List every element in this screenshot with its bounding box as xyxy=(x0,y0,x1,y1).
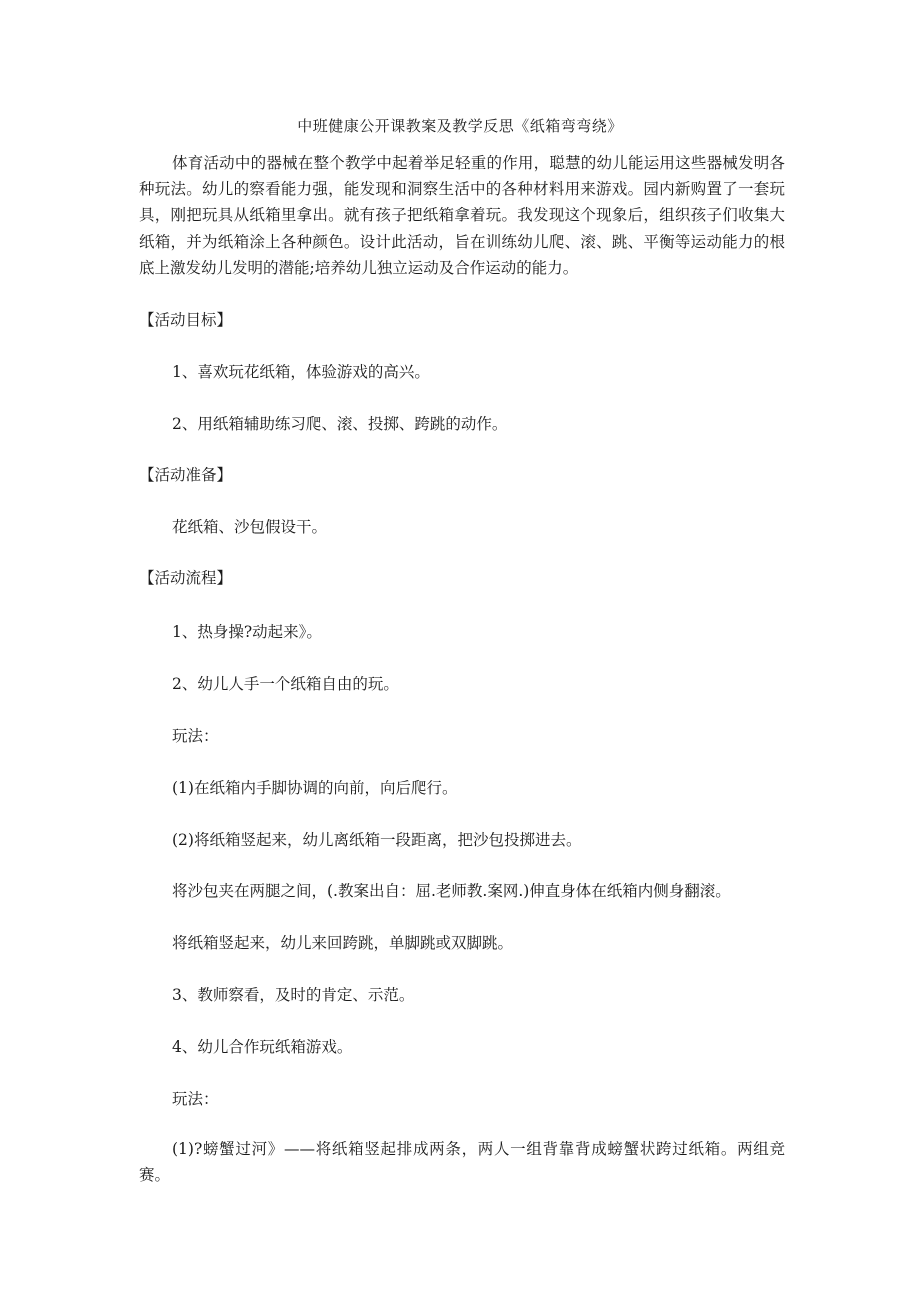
preparation-text: 花纸箱、沙包假设干。 xyxy=(172,518,328,536)
flow-step-3: 3、教师察看，及时的肯定、示范。 xyxy=(172,986,415,1004)
flow-step-2: 2、幼儿人手一个纸箱自由的玩。 xyxy=(172,675,399,693)
preparation-heading: 【活动准备】 xyxy=(139,466,233,484)
flow-step-4: 4、幼儿合作玩纸箱游戏。 xyxy=(172,1038,353,1056)
flow-step-1: 1、热身操?动起来》。 xyxy=(172,623,322,641)
play-label: 玩法： xyxy=(172,727,219,745)
flow-heading: 【活动流程】 xyxy=(139,569,233,587)
play-method-3: 将沙包夹在两腿之间，(.教案出自：屈.老师教.案网.)伸直身体在纸箱内侧身翻滚。 xyxy=(172,882,731,900)
goal-item-2: 2、用纸箱辅助练习爬、滚、投掷、跨跳的动作。 xyxy=(172,415,508,433)
play-label: 玩法： xyxy=(172,1090,219,1108)
play-method-2: (2)将纸箱竖起来，幼儿离纸箱一段距离，把沙包投掷进去。 xyxy=(172,831,582,849)
play-method-4: 将纸箱竖起来，幼儿来回跨跳，单脚跳或双脚跳。 xyxy=(172,934,514,952)
play-method-1: (1)在纸箱内手脚协调的向前，向后爬行。 xyxy=(172,779,458,797)
intro-paragraph: 体育活动中的器械在整个教学中起着举足轻重的作用，聪慧的幼儿能运用这些器械发明各种玩法。幼儿的察看能力强，能发现和洞察生活中的各种材料用来游戏。园内新购置了一套玩具，刚把玩具从纸箱里拿出。就有孩子把纸箱拿着玩。我发现这个现象后，组织孩子们收集大纸箱，并为纸箱涂上各种颜色。设计此活动，旨在训练幼儿爬、滚、跳、平衡等运动能力的根底上激发幼儿发明的潜能;培养幼儿独立运动及合作运动的能力。 xyxy=(139,154,785,277)
document-title: 中班健康公开课教案及教学反思《纸箱弯弯绕》 xyxy=(297,117,623,135)
cooperative-play-1: (1)?螃蟹过河》——将纸箱竖起排成两条，两人一组背靠背成螃蟹状跨过纸箱。两组竞赛。 xyxy=(139,1140,785,1184)
goal-item-1: 1、喜欢玩花纸箱，体验游戏的高兴。 xyxy=(172,363,430,381)
goals-heading: 【活动目标】 xyxy=(139,311,233,329)
